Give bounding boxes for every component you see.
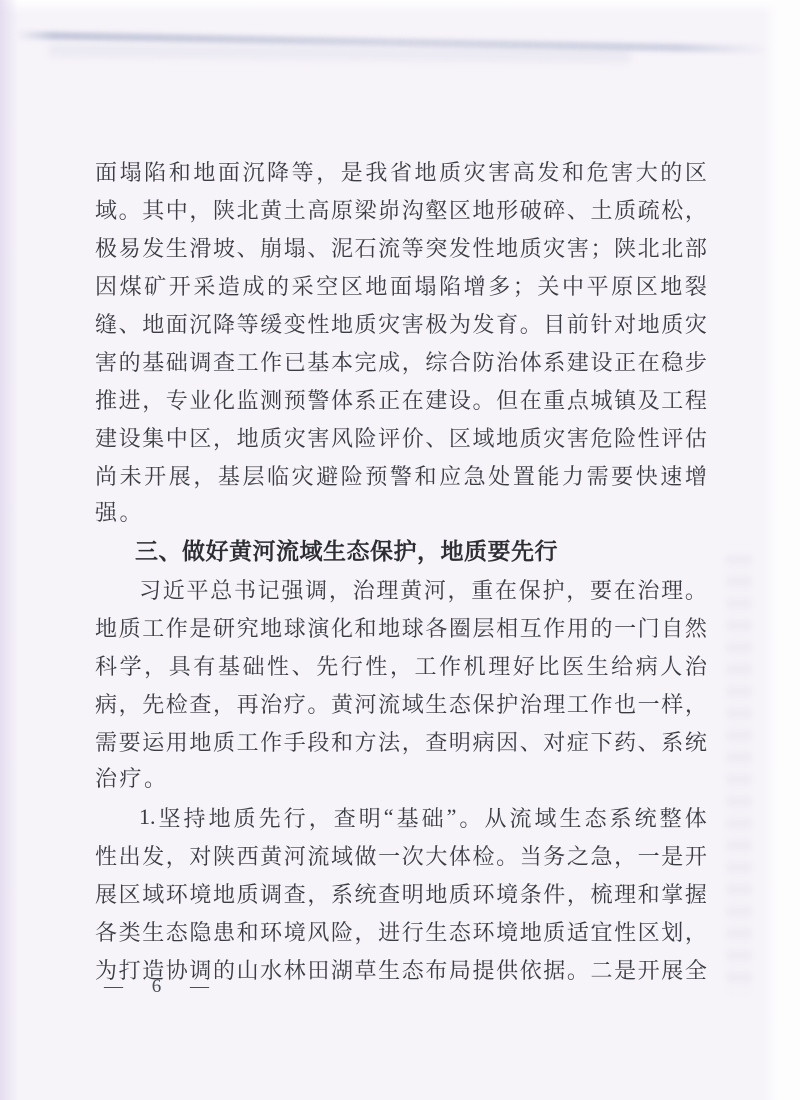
text-line: 缝 、 地 面 沉 降 等 缓 变 性 地 质 灾 害 极 为 发 育 。 目 前 针 对 地 质 灾	[95, 311, 707, 337]
scan-bleedthrough-strip	[726, 555, 752, 995]
text-line: 需 要 运 用 地 质 工 作 手 段 和 方 法 ， 查 明 病 因 、 对 症 下 药 、 系 统	[95, 729, 707, 755]
scan-artifact-smudge	[50, 44, 630, 62]
text-line: 各 类 生 态 隐 患 和 环 境 风 险 ， 进 行 生 态 环 境 地 质 适 宜 性 区 划 ，	[95, 919, 707, 945]
scan-edge-left	[0, 0, 18, 1100]
text-line: 治疗。	[95, 766, 169, 791]
text-line: 推 进 ， 专 业 化 监 测 预 警 体 系 正 在 建 设 。 但 在 重 点 城 镇 及 工 程	[95, 387, 707, 413]
text-line: 尚 未 开 展 ， 基 层 临 灾 避 险 预 警 和 应 急 处 置 能 力 需 要 快 速 增	[95, 463, 707, 489]
text-line: 害 的 基 础 调 查 工 作 已 基 本 完 成 ， 综 合 防 治 体 系 建 设 正 在 稳 步	[95, 349, 707, 375]
scan-edge-right	[762, 0, 800, 1100]
text-line: 面 塌 陷 和 地 面 沉 降 等 ， 是 我 省 地 质 灾 害 高 发 和 危 害 大 的 区	[95, 159, 707, 185]
text-line: 域 。 其 中 ， 陕 北 黄 土 高 原 梁 峁 沟 壑 区 地 形 破 碎 、 土 质 疏 松 ，	[95, 197, 707, 223]
text-line: 科 学 ， 具 有 基 础 性 、 先 行 性 ， 工 作 机 理 好 比 医 生 给 病 人 治	[95, 653, 707, 679]
text-line: 习 近 平 总 书 记 强 调 ， 治 理 黄 河 ， 重 在 保 护 ， 要 在 治 理 。	[139, 577, 707, 603]
document-body	[95, 152, 707, 988]
text-line: 因 煤 矿 开 采 造 成 的 采 空 区 地 面 塌 陷 增 多 ； 关 中 平 原 区 地 裂	[95, 273, 707, 299]
scan-artifact-band	[16, 31, 768, 53]
text-line: 病 ， 先 检 查 ， 再 治 疗 。 黄 河 流 域 生 态 保 护 治 理 工 作 也 一 样 ，	[95, 691, 707, 717]
text-line: 性 出 发 ， 对 陕 西 黄 河 流 域 做 一 次 大 体 检 。 当 务 之 急 ， 一 是 开	[95, 843, 707, 869]
text-line: 1. 坚 持 地 质 先 行 ， 查 明 “ 基 础 ” 。 从 流 域 生 态 系 统 整 体	[139, 804, 707, 831]
page-number: — 6 —	[104, 976, 218, 997]
text-line: 展 区 域 环 境 地 质 调 查 ， 系 统 查 明 地 质 环 境 条 件 ， 梳 理 和 掌 握	[95, 881, 707, 907]
scan-edge-top	[0, 0, 800, 14]
text-line: 极 易 发 生 滑 坡 、 崩 塌 、 泥 石 流 等 突 发 性 地 质 灾 害 ； 陕 北 北 部	[95, 235, 707, 261]
text-line: 为 打 造 协 调 的 山 水 林 田 湖 草 生 态 布 局 提 供 依 据 。 二 是 开 展 全	[95, 957, 707, 983]
text-line: 地 质 工 作 是 研 究 地 球 演 化 和 地 球 各 圈 层 相 互 作 用 的 一 门 自 然	[95, 615, 707, 641]
text-line: 建 设 集 中 区 ， 地 质 灾 害 风 险 评 价 、 区 域 地 质 灾 害 危 险 性 评 估	[95, 425, 707, 451]
section-heading: 三、做好黄河流域生态保护，地质要先行	[135, 538, 558, 564]
text-line: 强。	[95, 500, 145, 525]
